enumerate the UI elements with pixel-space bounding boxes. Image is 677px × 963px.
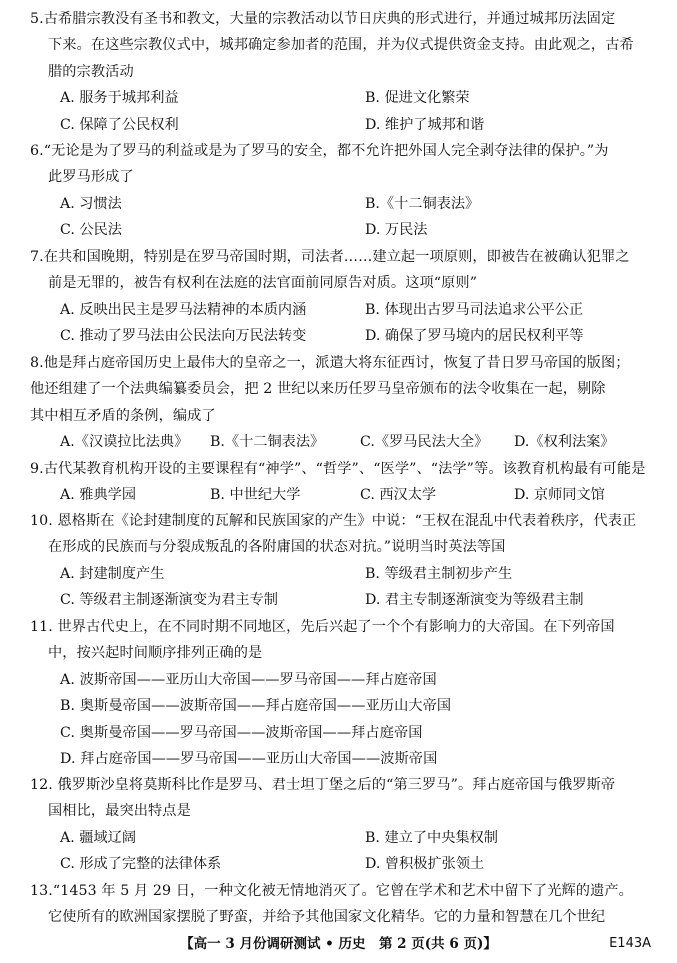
option-a: A. 疆域辽阔 — [60, 829, 137, 846]
option-a: A. 封建制度产生 — [60, 565, 165, 582]
question-stem-line: 国相比，最突出特点是 — [48, 803, 191, 820]
question-stem-line: 11. 世界古代史上，在不同时期不同地区，先后兴起了一个个有影响力的大帝国。在下列帝国 — [30, 619, 615, 635]
question-13 — [30, 878, 660, 931]
option-c: C. 形成了完整的法律体系 — [60, 856, 222, 873]
option-row — [30, 191, 660, 217]
option-b: B. 体现出古罗马司法追求公平公正 — [365, 301, 584, 318]
question-stem-line: 6.“无论是为了罗马的利益或是为了罗马的安全，都不允许把外国人完全剥夺法律的保护。”为 — [30, 143, 609, 159]
option-a: A. 雅典学园 — [60, 487, 137, 504]
option-a: A. 反映出民主是罗马法精神的本质内涵 — [60, 301, 307, 318]
option-row — [30, 323, 660, 349]
option-row — [30, 85, 660, 111]
question-stem-line: 他还组建了一个法典编纂委员会，把 2 世纪以来历任罗马皇帝颁布的法令收集在一起，剔除 — [30, 381, 606, 398]
question-8 — [30, 350, 660, 456]
footer-code: E143A — [609, 936, 651, 951]
option-row — [30, 297, 660, 323]
question-stem-line: 前是无罪的，被告有权利在法庭的法官面前同原告对质。这项“原则” — [48, 275, 478, 292]
question-stem-line: 此罗马形成了 — [48, 169, 134, 186]
option-b: B. 建立了中央集权制 — [365, 829, 498, 846]
question-stem-line: 7.在共和国晚期，特别是在罗马帝国时期，司法者……建立起一项原则，即被告在被确认犯罪之 — [30, 249, 630, 265]
question-stem-line: 中，按兴起时间顺序排列正确的是 — [48, 645, 263, 662]
option-d: D. 确保了罗马境内的居民权利平等 — [365, 328, 584, 345]
question-11 — [30, 614, 660, 772]
option-d: D. 京师同文馆 — [514, 487, 605, 504]
option-d: D. 君主专制逐渐演变为等级君主制 — [365, 592, 584, 609]
option-d: D. 万民法 — [365, 222, 428, 239]
option-a: A. 习惯法 — [60, 195, 122, 212]
option-row — [30, 561, 660, 587]
question-stem-line: 下来。在这些宗教仪式中，城邦确定参加者的范围，并为仪式提供资金支持。由此观之，古希 — [48, 37, 634, 54]
page-footer — [0, 933, 677, 955]
question-stem-line: 8.他是拜占庭帝国历史上最伟大的皇帝之一，派遣大将东征西讨，恢复了昔日罗马帝国的版图； — [30, 355, 630, 371]
option-c: C. 等级君主制逐渐演变为君主专制 — [60, 592, 278, 609]
question-stem-line: 腊的宗教活动 — [48, 63, 134, 80]
question-7 — [30, 244, 660, 350]
option-row — [30, 429, 660, 455]
question-10 — [30, 508, 660, 614]
footer-title: 【高一 3 月份调研测试 • 历史 第 2 页(共 6 页)】 — [180, 936, 497, 952]
option-c: C. 西汉太学 — [360, 487, 437, 504]
option-b: B. 中世纪大学 — [210, 487, 301, 504]
question-stem-line: 13.“1453 年 5 月 29 日，一种文化被无情地消灭了。它曾在学术和艺术中留下了光辉的遗产。 — [30, 883, 633, 899]
question-stem-line: 12. 俄罗斯沙皇将莫斯科比作是罗马、君士坦丁堡之后的“第三罗马”。拜占庭帝国与俄罗斯帝 — [30, 777, 616, 793]
question-stem-line: 在形成的民族而与分裂成叛乱的各附庸国的状态对抗。”说明当时英法等国 — [48, 539, 506, 556]
option-b: B. 奥斯曼帝国——波斯帝国——拜占庭帝国——亚历山大帝国 — [60, 698, 452, 715]
option-c: C. 保障了公民权利 — [60, 116, 179, 133]
option-row — [30, 851, 660, 877]
option-c: C. 奥斯曼帝国——罗马帝国——波斯帝国——拜占庭帝国 — [60, 724, 423, 741]
question-9 — [30, 456, 660, 509]
question-stem-line: 5.古希腊宗教没有圣书和教文，大量的宗教活动以节日庆典的形式进行，并通过城邦历法固定 — [30, 11, 616, 27]
question-stem-line: 它使所有的欧洲国家摆脱了野蛮，并给予其他国家文化精华。它的力量和智慧在几个世纪 — [48, 909, 606, 926]
option-row — [30, 112, 660, 138]
option-a: A. 波斯帝国——亚历山大帝国——罗马帝国——拜占庭帝国 — [60, 671, 437, 688]
option-d: D. 曾积极扩张领土 — [365, 856, 485, 873]
option-row — [30, 825, 660, 851]
option-b: B. 促进文化繁荣 — [365, 90, 470, 107]
option-a: A. 服务于城邦利益 — [60, 90, 179, 107]
question-stem-line: 其中相互矛盾的条例，编成了 — [30, 407, 216, 424]
option-d: D. 维护了城邦和谐 — [365, 116, 485, 133]
option-b: B. 等级君主制初步产生 — [365, 565, 513, 582]
option-row — [30, 482, 660, 508]
option-c: C. 推动了罗马法由公民法向万民法转变 — [60, 328, 307, 345]
option-a: A.《汉谟拉比法典》 — [60, 434, 189, 451]
question-5 — [30, 6, 660, 138]
option-row — [30, 217, 660, 243]
option-d: D. 拜占庭帝国——罗马帝国——亚历山大帝国——波斯帝国 — [60, 750, 438, 767]
question-stem-line: 10. 恩格斯在《论封建制度的瓦解和民族国家的产生》中说：“王权在混乱中代表着秩序，代表正 — [30, 513, 637, 529]
option-c: C. 公民法 — [60, 222, 122, 239]
option-row — [30, 587, 660, 613]
option-b: B.《十二铜表法》 — [210, 434, 325, 451]
question-12 — [30, 772, 660, 878]
question-stem-line: 9.古代某教育机构开设的主要课程有“神学”、“哲学”、“医学”、“法学”等。该教育机构最有可能是 — [30, 461, 646, 477]
option-b: B.《十二铜表法》 — [365, 195, 480, 212]
option-c: C.《罗马民法大全》 — [360, 434, 489, 451]
option-d: D.《权利法案》 — [514, 434, 615, 451]
question-6 — [30, 138, 660, 244]
